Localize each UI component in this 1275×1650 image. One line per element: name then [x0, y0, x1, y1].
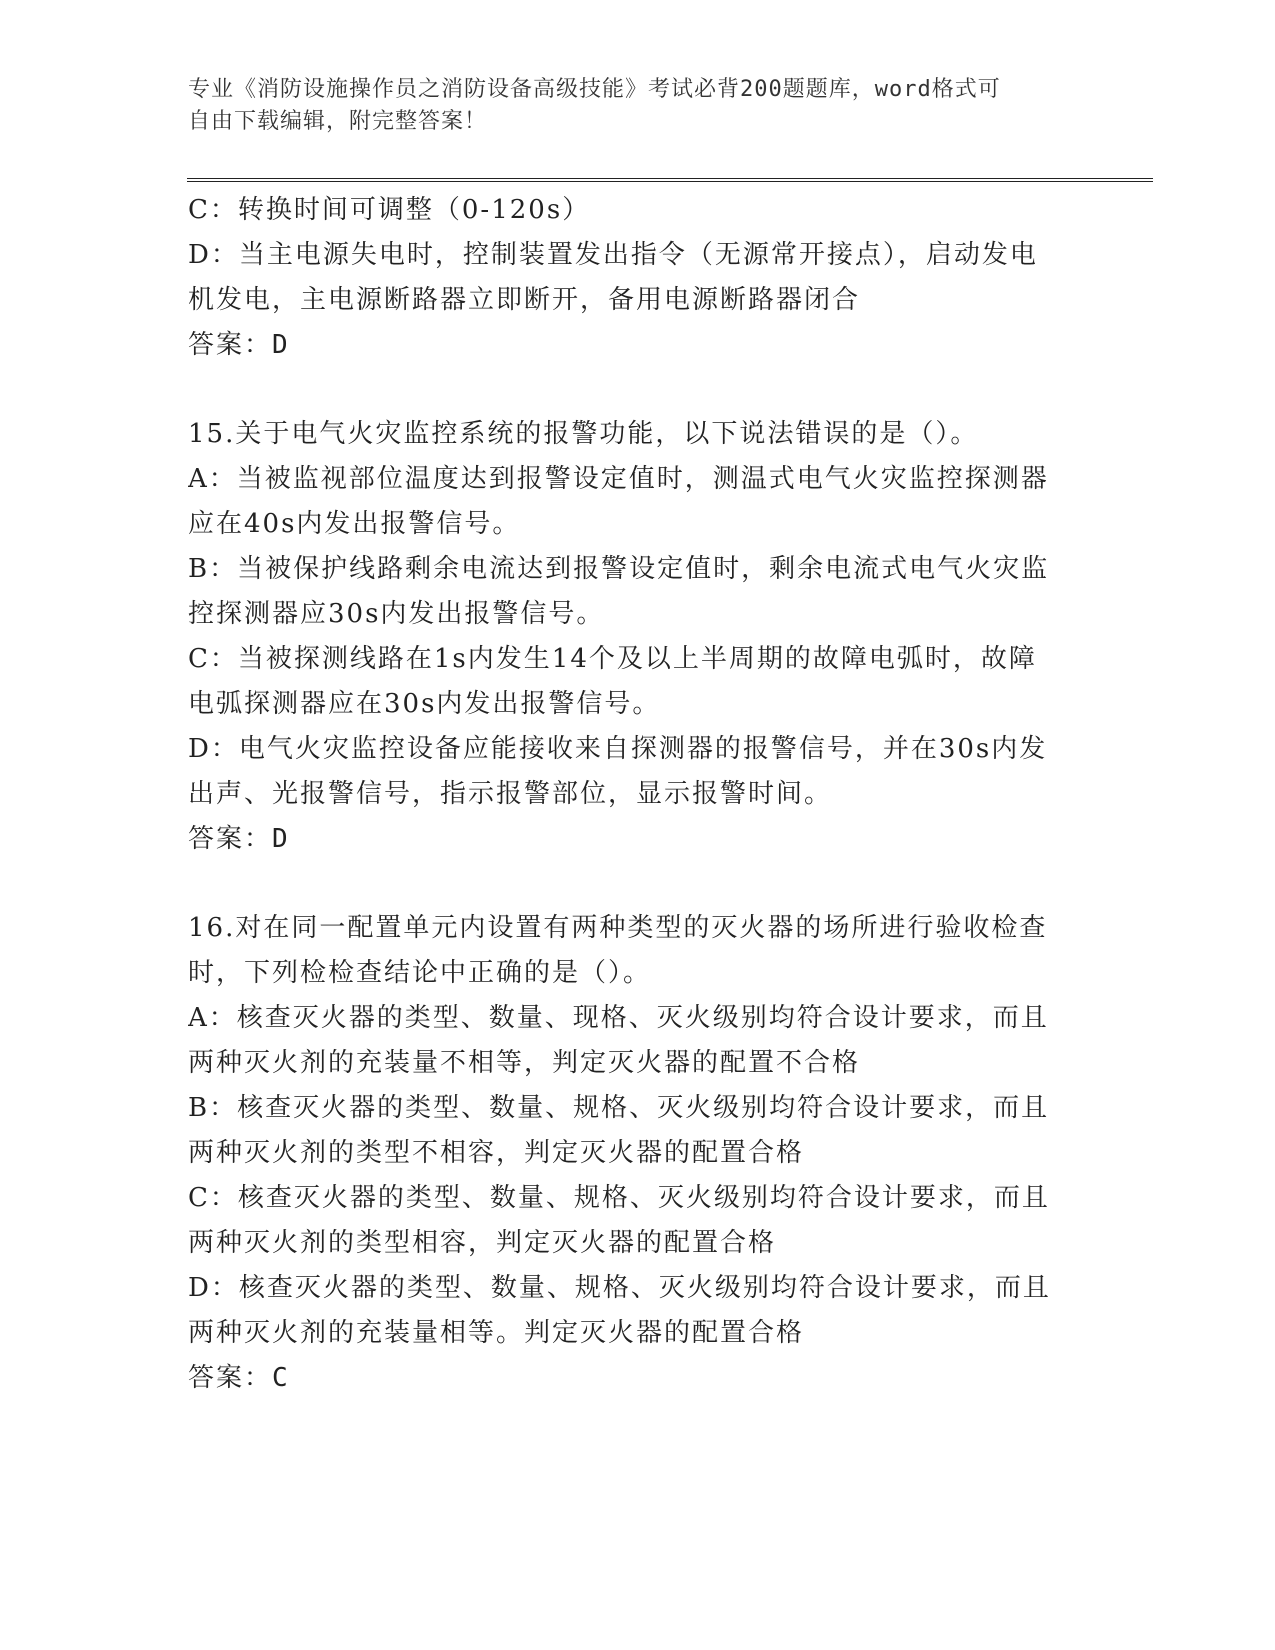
answer-label: 答案：C	[188, 1363, 290, 1393]
header-line-2: 自由下载编辑，附完整答案！	[188, 109, 488, 134]
question-title: 15.关于电气火灾监控系统的报警功能，以下说法错误的是（）。	[188, 419, 979, 449]
header-divider	[187, 178, 1153, 182]
option-c: C：转换时间可调整（0-120s）	[188, 195, 591, 225]
option-c-continued: 电弧探测器应在30s内发出报警信号。	[188, 689, 661, 719]
document-header	[188, 74, 1088, 138]
option-c: C：当被探测线路在1s内发生14个及以上半周期的故障电弧时，故障	[188, 644, 1037, 674]
question-block-14	[188, 188, 1078, 368]
question-title-continued: 时，下列检检查结论中正确的是（）。	[188, 958, 652, 988]
answer-label: 答案：D	[188, 824, 290, 854]
option-d: D：电气火灾监控设备应能接收来自探测器的报警信号，并在30s内发	[188, 734, 1048, 764]
option-d: D：当主电源失电时，控制装置发出指令（无源常开接点），启动发电	[188, 240, 1038, 270]
question-content	[188, 188, 1078, 1401]
question-title: 16.对在同一配置单元内设置有两种类型的灭火器的场所进行验收检查	[188, 913, 1048, 943]
option-d-continued: 机发电，主电源断路器立即断开，备用电源断路器闭合	[188, 285, 861, 315]
question-block-15	[188, 412, 1078, 862]
option-d: D：核查灭火器的类型、数量、规格、灭火级别均符合设计要求，而且	[188, 1273, 1051, 1303]
option-b-continued: 控探测器应30s内发出报警信号。	[188, 599, 605, 629]
option-c-continued: 两种灭火剂的类型相容，判定灭火器的配置合格	[188, 1228, 777, 1258]
option-d-continued: 出声、光报警信号，指示报警部位，显示报警时间。	[188, 779, 833, 809]
option-d-continued: 两种灭火剂的充装量相等。判定灭火器的配置合格	[188, 1318, 805, 1348]
option-b-continued: 两种灭火剂的类型不相容，判定灭火器的配置合格	[188, 1138, 805, 1168]
option-a: A：当被监视部位温度达到报警设定值时，测温式电气火灾监控探测器	[188, 464, 1049, 494]
question-block-16	[188, 906, 1078, 1401]
option-c: C：核查灭火器的类型、数量、规格、灭火级别均符合设计要求，而且	[188, 1183, 1050, 1213]
option-a: A：核查灭火器的类型、数量、现格、灭火级别均符合设计要求，而且	[188, 1003, 1049, 1033]
option-b: B：核查灭火器的类型、数量、规格、灭火级别均符合设计要求，而且	[188, 1093, 1050, 1123]
option-b: B：当被保护线路剩余电流达到报警设定值时，剩余电流式电气火灾监	[188, 554, 1050, 584]
option-a-continued: 两种灭火剂的充装量不相等，判定灭火器的配置不合格	[188, 1048, 861, 1078]
answer-label: 答案：D	[188, 330, 290, 360]
header-line-1: 专业《消防设施操作员之消防设备高级技能》考试必背200题题库，word格式可	[188, 77, 1001, 102]
spacer	[188, 862, 1078, 906]
option-a-continued: 应在40s内发出报警信号。	[188, 509, 521, 539]
spacer	[188, 368, 1078, 412]
